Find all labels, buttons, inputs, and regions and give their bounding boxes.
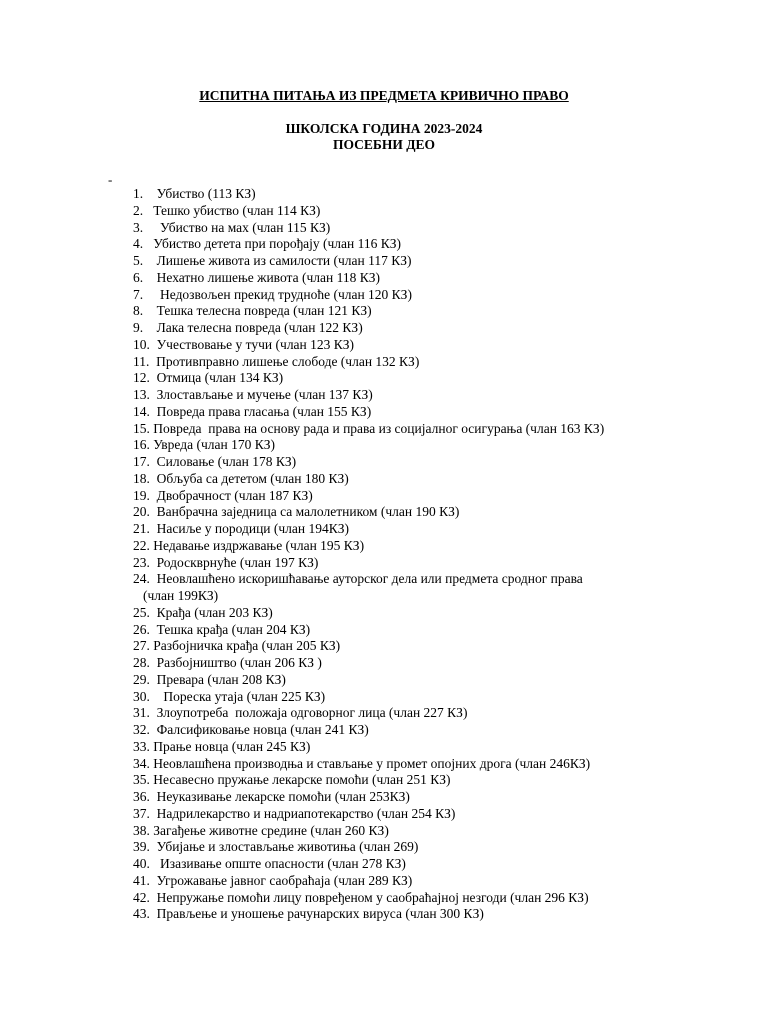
question-item: 15. Повреда права на основу рада и права из социјалног осигурања (члан 163 КЗ): [133, 420, 605, 436]
question-item: 30. Пореска утаја (члан 225 КЗ): [133, 688, 326, 704]
question-item: 26. Тешка крађа (члан 204 КЗ): [133, 621, 311, 637]
question-item: 25. Крађа (члан 203 КЗ): [133, 604, 273, 620]
question-item: 22. Недавање издржавање (члан 195 КЗ): [133, 537, 365, 553]
question-item: 23. Родоскврнуће (члан 197 КЗ): [133, 554, 319, 570]
question-item: 29. Превара (члан 208 КЗ): [133, 671, 286, 687]
question-item: 19. Двобрачност (члан 187 КЗ): [133, 487, 313, 503]
question-item: 18. Обљуба са дететом (члан 180 КЗ): [133, 470, 349, 486]
school-year-heading: ШКОЛСКА ГОДИНА 2023-2024: [285, 121, 483, 136]
section-heading: ПОСЕБНИ ДЕО: [332, 137, 435, 152]
question-item: 40. Изазивање опште опасности (члан 278 КЗ): [133, 856, 406, 871]
question-item: 35. Несавесно пружање лекарске помоћи (члан 251 КЗ): [133, 772, 451, 788]
question-item: 5. Лишење живота из самилости (члан 117 КЗ): [133, 253, 412, 268]
question-item: 43. Прављење и уношење рачунарских вируса (члан 300 КЗ): [133, 906, 484, 922]
bullet-mark: -: [108, 172, 113, 187]
question-item: 33. Прање новца (члан 245 КЗ): [133, 738, 311, 754]
question-item: 7. Недозвољен прекид трудноће (члан 120 КЗ): [133, 286, 412, 302]
question-item: 10. Учествовање у тучи (члан 123 КЗ): [133, 336, 355, 352]
question-item: 31. Злоупотреба положаја одговорног лица (члан 227 КЗ): [133, 705, 468, 721]
question-item: 14. Повреда права гласања (члан 155 КЗ): [133, 403, 372, 419]
question-item: 13. Злостављање и мучење (члан 137 КЗ): [133, 387, 373, 402]
question-item: (члан 199КЗ): [143, 588, 219, 603]
question-item: 9. Лака телесна повреда (члан 122 КЗ): [133, 320, 363, 335]
question-item: 36. Неуказивање лекарске помоћи (члан 253КЗ): [133, 789, 410, 804]
question-item: 2. Тешко убиство (члан 114 КЗ): [133, 202, 321, 218]
question-item: 16. Увреда (члан 170 КЗ): [133, 437, 275, 453]
question-item: 11. Противправно лишење слободе (члан 132 КЗ): [133, 353, 420, 369]
question-item: 39. Убијање и злостављање животиња (члан 269): [133, 839, 419, 855]
question-item: 24. Неовлашћено искоришћавање ауторског дела или предмета сродног права: [133, 571, 583, 587]
question-item: 37. Надрилекарство и надриапотекарство (члан 254 КЗ): [133, 805, 456, 821]
question-item: 17. Силовање (члан 178 КЗ): [133, 454, 297, 469]
question-item: 12. Отмица (члан 134 КЗ): [133, 370, 284, 386]
question-list: [133, 186, 733, 923]
question-item: 20. Ванбрачна заједница са малолетником (члан 190 КЗ): [133, 504, 460, 520]
question-item: 32. Фалсификовање новца (члан 241 КЗ): [133, 722, 369, 737]
question-item: 8. Тешка телесна повреда (члан 121 КЗ): [133, 303, 372, 319]
question-item: 3. Убиство на мах (члан 115 КЗ): [133, 219, 331, 235]
question-item: 6. Нехатно лишење живота (члан 118 КЗ): [133, 269, 380, 285]
question-item: 42. Непружање помоћи лицу повређеном у саобраћајној незгоди (члан 296 КЗ): [133, 889, 589, 905]
document-title: [0, 88, 768, 104]
question-item: 27. Разбојничка крађа (члан 205 КЗ): [133, 638, 341, 654]
question-item: 34. Неовлашћена производња и стављање у промет опојних дрога (члан 246КЗ): [133, 755, 591, 771]
question-item: 28. Разбојништво (члан 206 КЗ ): [133, 655, 322, 670]
question-item: 41. Угрожавање јавног саобраћаја (члан 289 КЗ): [133, 872, 413, 888]
question-item: 4. Убиство детета при порођају (члан 116 КЗ): [133, 236, 401, 252]
question-item: 21. Насиље у породици (члан 194КЗ): [133, 521, 350, 536]
question-item: 38. Загађење животне средине (члан 260 КЗ): [133, 822, 389, 838]
question-item: 1. Убиство (113 КЗ): [133, 186, 256, 201]
document-title-text: ИСПИТНА ПИТАЊА ИЗ ПРЕДМЕТА КРИВИЧНО ПРАВО: [199, 88, 569, 103]
